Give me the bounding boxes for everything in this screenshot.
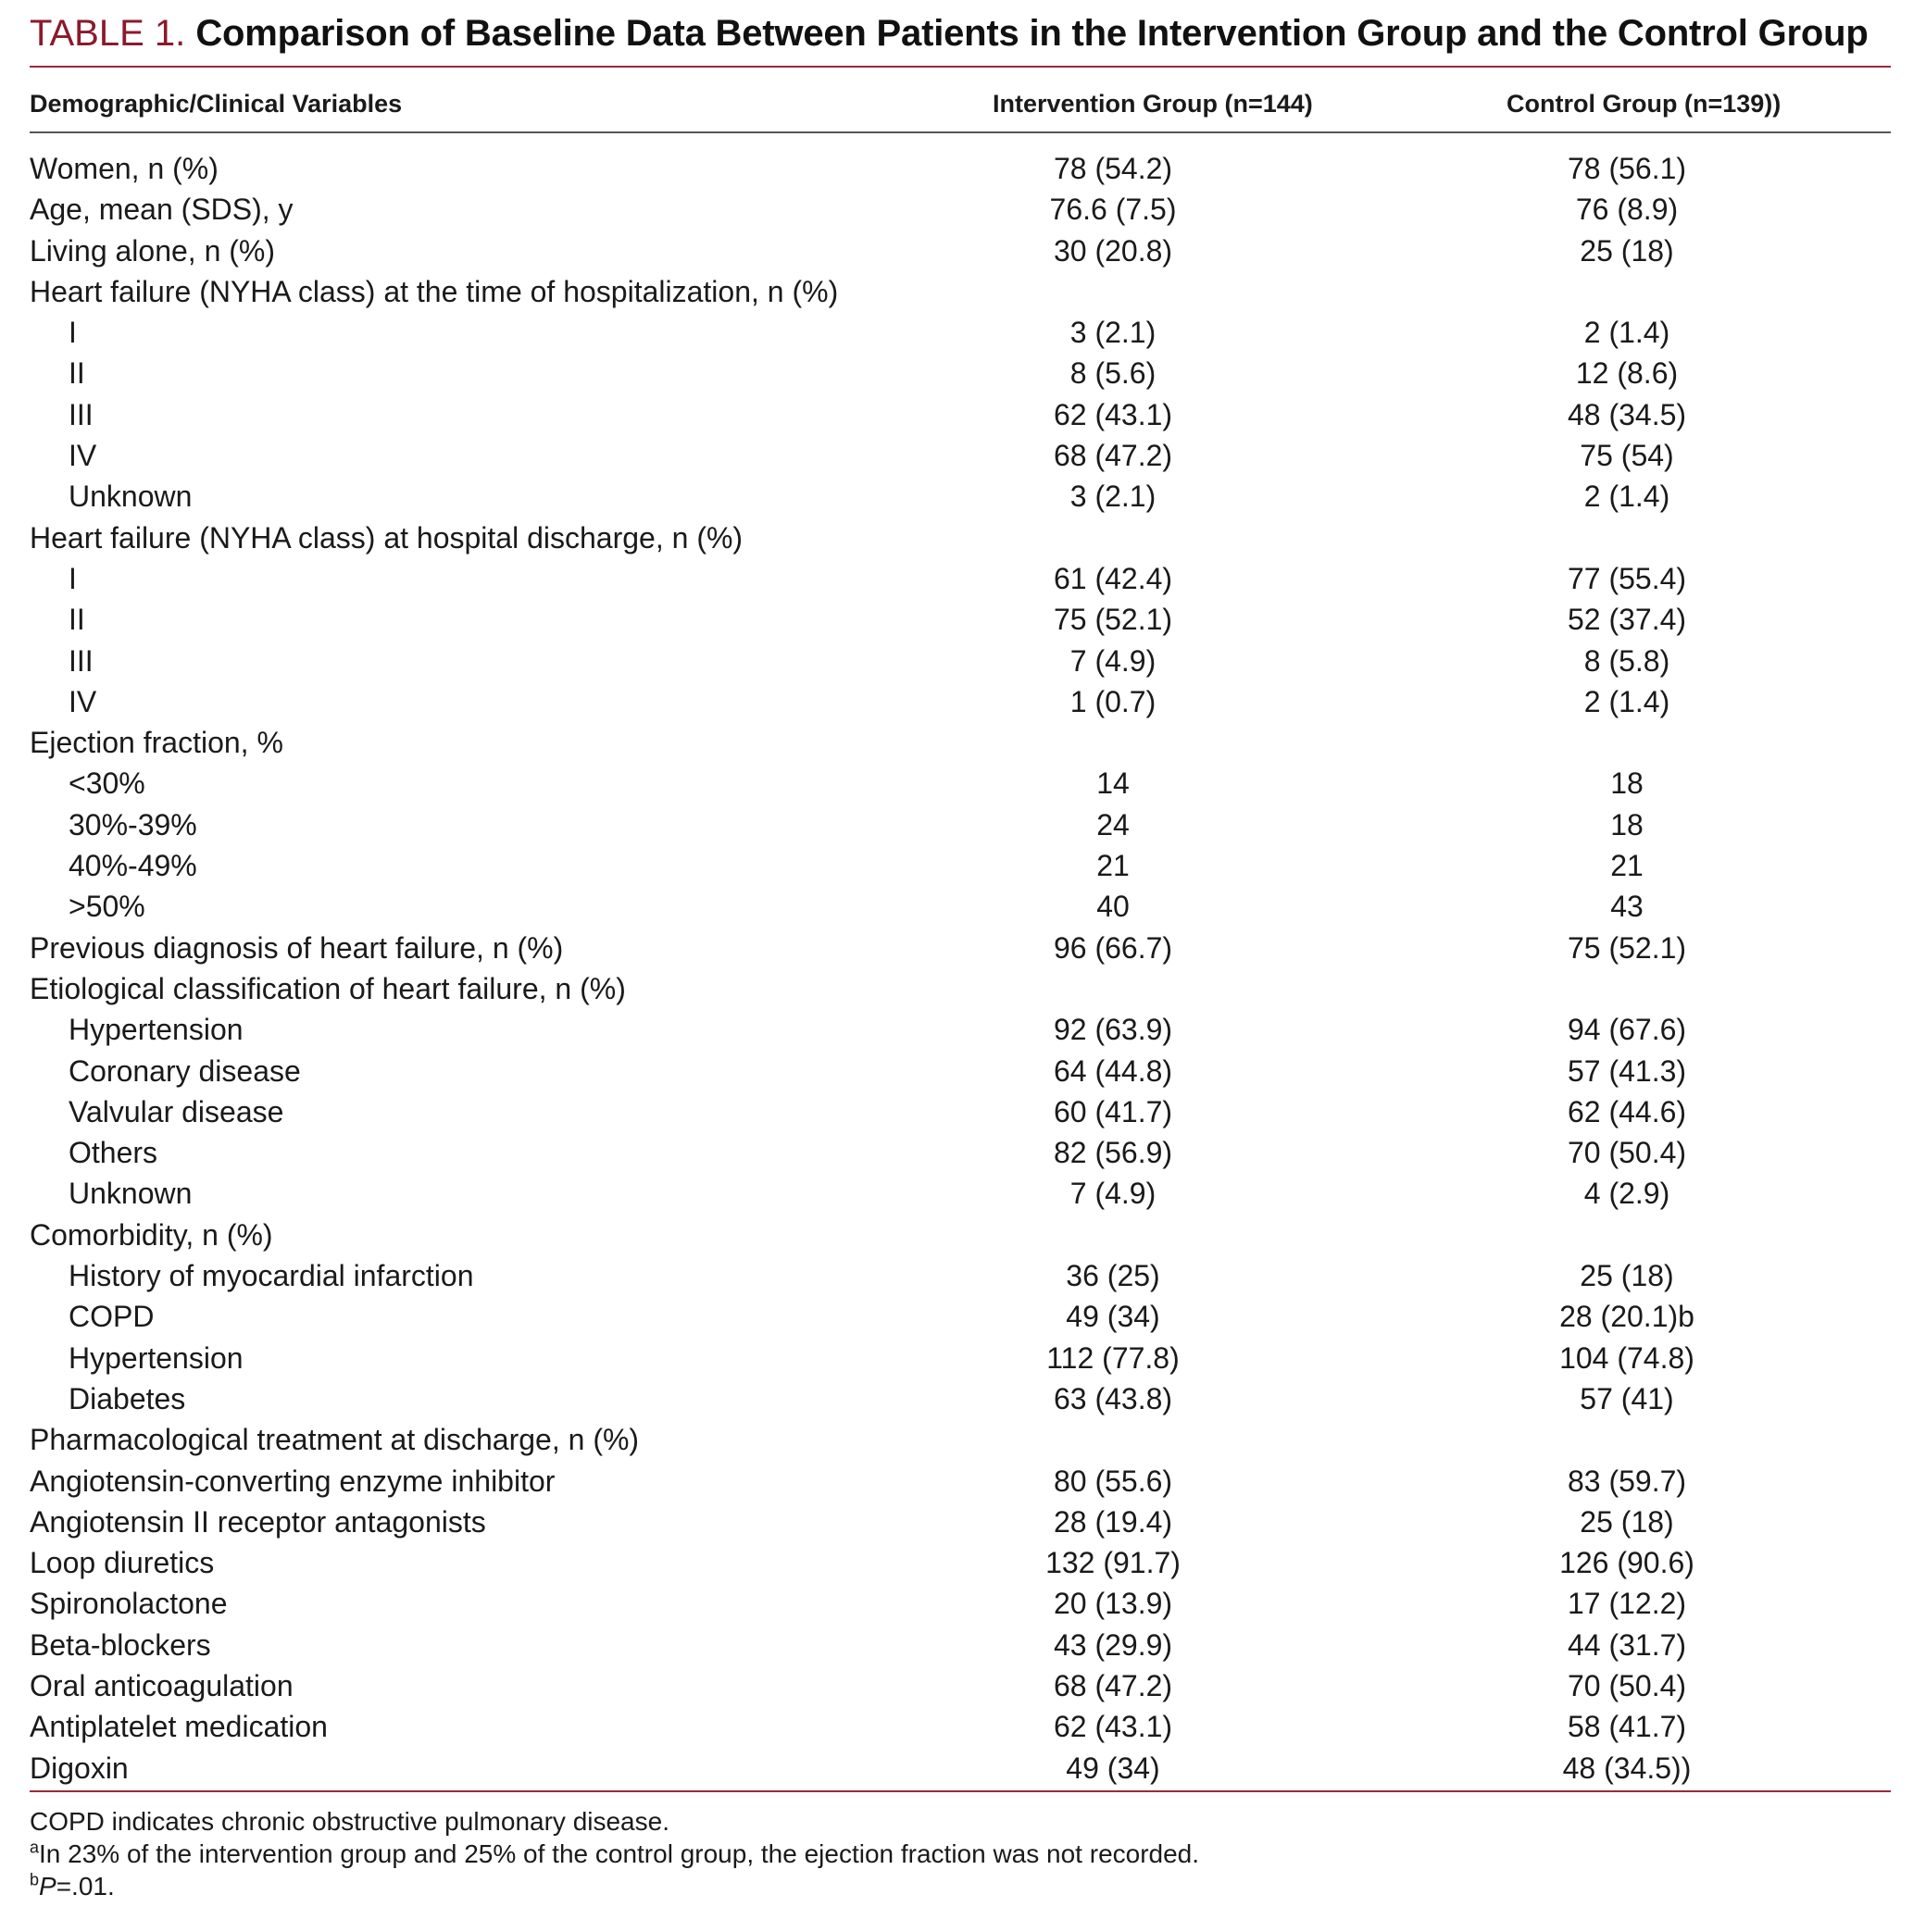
row-label: >50% (69, 890, 145, 924)
control-value: 75 (52.1) (1567, 930, 1687, 965)
row-label: Women, n (%) (30, 152, 219, 185)
table-row (30, 928, 1891, 968)
table-row (30, 681, 1891, 722)
table-row (30, 476, 1891, 517)
control-value: 77 (55.4) (1567, 561, 1687, 595)
control-value: 18 (1610, 767, 1644, 801)
row-label: Unknown (69, 480, 193, 514)
table-title (30, 9, 1869, 57)
row-label: Hypertension (69, 1013, 244, 1047)
footnote-a-text: In 23% of the intervention group and 25% of the control group, the ejection fraction was not recorded. (39, 1839, 1200, 1868)
control-value: 83 (59.7) (1567, 1464, 1687, 1498)
intervention-value: 96 (66.7) (1053, 930, 1173, 965)
intervention-value: 14 (1096, 767, 1130, 801)
row-label: Angiotensin-converting enzyme inhibitor (30, 1464, 556, 1498)
control-value: 18 (1610, 807, 1644, 841)
control-value: 70 (50.4) (1567, 1136, 1687, 1170)
table-row (30, 353, 1891, 393)
row-label: Heart failure (NYHA class) at hospital discharge, n (%) (30, 520, 744, 555)
table-row (30, 763, 1891, 804)
table-caption: Comparison of Baseline Data Between Patients in the Intervention Group and the Control Group (195, 13, 1869, 54)
row-label: Comorbidity, n (%) (30, 1217, 273, 1252)
control-value: 94 (67.6) (1567, 1013, 1687, 1047)
row-label: III (69, 397, 94, 431)
header-rule (30, 131, 1891, 133)
table-row (30, 599, 1891, 640)
intervention-value: 112 (77.8) (1046, 1340, 1180, 1375)
intervention-value: 7 (4.9) (1069, 1177, 1157, 1211)
table-row (30, 312, 1891, 353)
control-value: 25 (18) (1580, 1504, 1674, 1539)
table-row (30, 1009, 1891, 1050)
table-row (30, 1748, 1891, 1789)
table-row (30, 558, 1891, 599)
row-label: Previous diagnosis of heart failure, n (%) (30, 930, 564, 965)
row-label: Heart failure (NYHA class) at the time of hospitalization, n (%) (30, 274, 839, 308)
row-label: Oral anticoagulation (30, 1668, 294, 1702)
table-row (30, 1625, 1891, 1665)
intervention-value: 80 (55.6) (1053, 1464, 1173, 1498)
row-label: Loop diuretics (30, 1546, 215, 1580)
control-value: 58 (41.7) (1567, 1710, 1687, 1744)
intervention-value: 30 (20.8) (1053, 233, 1173, 268)
table-row (30, 1706, 1891, 1747)
table-row (30, 1215, 1891, 1255)
control-value: 76 (8.9) (1575, 193, 1679, 227)
control-value: 126 (90.6) (1559, 1546, 1694, 1580)
row-label: Spironolactone (30, 1587, 228, 1621)
column-header-variable: Demographic/Clinical Variables (30, 90, 403, 118)
row-label: Ejection fraction, % (30, 726, 283, 760)
row-label: I (69, 561, 77, 595)
intervention-value: 132 (91.7) (1045, 1546, 1181, 1580)
row-label: Others (69, 1136, 158, 1170)
control-value: 25 (18) (1580, 1259, 1674, 1293)
table-row (30, 804, 1891, 845)
control-value: 48 (34.5)) (1562, 1751, 1692, 1785)
control-value: 12 (8.6) (1575, 356, 1679, 391)
control-value: 25 (18) (1580, 233, 1674, 268)
row-label: Antiplatelet medication (30, 1710, 328, 1744)
footnote-b-text: =.01. (56, 1872, 115, 1901)
intervention-value: 28 (19.4) (1053, 1504, 1173, 1539)
table-row (30, 148, 1891, 189)
table-footnotes (30, 1805, 1891, 1902)
row-label: Unknown (69, 1177, 193, 1211)
row-label: II (69, 356, 85, 391)
intervention-value: 20 (13.9) (1053, 1587, 1173, 1621)
intervention-value: 3 (2.1) (1069, 316, 1157, 350)
control-value: 62 (44.6) (1567, 1094, 1687, 1128)
table-row (30, 968, 1891, 1009)
row-label: Hypertension (69, 1340, 244, 1375)
control-value: 44 (31.7) (1567, 1627, 1687, 1662)
intervention-value: 64 (44.8) (1053, 1053, 1173, 1088)
control-value: 4 (2.9) (1583, 1177, 1670, 1211)
row-label: Digoxin (30, 1751, 129, 1785)
intervention-value: 3 (2.1) (1069, 480, 1157, 514)
intervention-value: 62 (43.1) (1053, 397, 1173, 431)
control-value: 104 (74.8) (1559, 1340, 1694, 1375)
intervention-value: 63 (43.8) (1053, 1381, 1173, 1415)
table-row (30, 1132, 1891, 1173)
table-row (30, 517, 1891, 558)
intervention-value: 36 (25) (1066, 1259, 1160, 1293)
table-row (30, 1502, 1891, 1542)
intervention-value: 1 (0.7) (1069, 684, 1157, 718)
footnote-b-mark: b (30, 1870, 40, 1889)
intervention-value: 68 (47.2) (1053, 439, 1173, 473)
control-value: 21 (1610, 849, 1644, 883)
table-row (30, 435, 1891, 476)
table-row (30, 1296, 1891, 1337)
intervention-value: 78 (54.2) (1053, 152, 1173, 185)
table-row (30, 271, 1891, 312)
table-row (30, 1583, 1891, 1624)
control-value: 70 (50.4) (1567, 1668, 1687, 1702)
table-row (30, 845, 1891, 886)
row-label: <30% (69, 767, 145, 801)
row-label: 30%-39% (69, 807, 197, 841)
column-header-intervention: Intervention Group (n=144) (993, 90, 1313, 118)
control-value: 75 (54) (1580, 439, 1674, 473)
table-row (30, 1461, 1891, 1502)
control-value: 57 (41.3) (1567, 1053, 1687, 1088)
intervention-value: 61 (42.4) (1053, 561, 1173, 595)
row-label: Etiological classification of heart failure, n (%) (30, 971, 626, 1005)
control-value: 2 (1.4) (1583, 684, 1670, 718)
control-value: 28 (20.1)b (1559, 1300, 1694, 1334)
column-header-control: Control Group (n=139)) (1507, 90, 1782, 118)
control-value: 17 (12.2) (1567, 1587, 1687, 1621)
intervention-value: 43 (29.9) (1053, 1627, 1173, 1662)
intervention-value: 49 (34) (1066, 1751, 1160, 1785)
footnote-b-p: P (39, 1872, 56, 1901)
intervention-value: 7 (4.9) (1069, 643, 1157, 678)
footnote-a (30, 1838, 1891, 1870)
row-label: COPD (69, 1300, 155, 1334)
intervention-value: 68 (47.2) (1053, 1668, 1173, 1702)
table-row (30, 886, 1891, 927)
column-header-row (30, 78, 1891, 130)
control-value: 52 (37.4) (1567, 603, 1687, 637)
intervention-value: 76.6 (7.5) (1049, 193, 1177, 227)
table-row (30, 231, 1891, 271)
control-value: 43 (1610, 890, 1644, 924)
row-label: Valvular disease (69, 1094, 284, 1128)
row-label: I (69, 316, 77, 350)
table-row (30, 1542, 1891, 1583)
table-body (30, 148, 1891, 1789)
row-label: Beta-blockers (30, 1627, 211, 1662)
table-row (30, 1419, 1891, 1460)
table-row (30, 1338, 1891, 1378)
control-value: 2 (1.4) (1583, 480, 1670, 514)
footnote-copd: COPD indicates chronic obstructive pulmonary disease. (30, 1807, 669, 1836)
intervention-value: 8 (5.6) (1069, 356, 1157, 391)
table-row (30, 1665, 1891, 1706)
intervention-value: 49 (34) (1066, 1300, 1160, 1334)
row-label: Living alone, n (%) (30, 233, 276, 268)
bottom-rule (30, 1790, 1891, 1792)
control-value: 48 (34.5) (1567, 397, 1687, 431)
intervention-value: 75 (52.1) (1053, 603, 1173, 637)
table-row (30, 1173, 1891, 1214)
table-row (30, 1051, 1891, 1091)
row-label: IV (69, 684, 97, 718)
row-label: History of myocardial infarction (69, 1259, 474, 1293)
intervention-value: 62 (43.1) (1053, 1710, 1173, 1744)
intervention-value: 21 (1096, 849, 1130, 883)
intervention-value: 92 (63.9) (1053, 1013, 1173, 1047)
table-row (30, 1091, 1891, 1132)
row-label: III (69, 643, 94, 678)
table-row (30, 1255, 1891, 1296)
intervention-value: 40 (1096, 890, 1130, 924)
footnote-b (30, 1870, 1891, 1902)
top-rule (30, 66, 1891, 68)
table-number: TABLE 1. (30, 13, 186, 54)
intervention-value: 60 (41.7) (1053, 1094, 1173, 1128)
row-label: Coronary disease (69, 1053, 301, 1088)
intervention-value: 24 (1096, 807, 1130, 841)
table-row (30, 1378, 1891, 1419)
table-row (30, 189, 1891, 230)
row-label: Pharmacological treatment at discharge, n (%) (30, 1423, 640, 1457)
table-row (30, 641, 1891, 681)
row-label: Angiotensin II receptor antagonists (30, 1504, 486, 1539)
row-label: II (69, 603, 85, 637)
table-row (30, 722, 1891, 763)
intervention-value: 82 (56.9) (1053, 1136, 1173, 1170)
row-label: Diabetes (69, 1381, 186, 1415)
control-value: 57 (41) (1580, 1381, 1674, 1415)
control-value: 2 (1.4) (1583, 316, 1670, 350)
row-label: IV (69, 439, 97, 473)
table-row (30, 394, 1891, 435)
row-label: 40%-49% (69, 849, 197, 883)
control-value: 78 (56.1) (1567, 152, 1687, 185)
footnote-a-mark: a (30, 1838, 40, 1857)
control-value: 8 (5.8) (1583, 643, 1670, 678)
row-label: Age, mean (SDS), y (30, 193, 294, 227)
